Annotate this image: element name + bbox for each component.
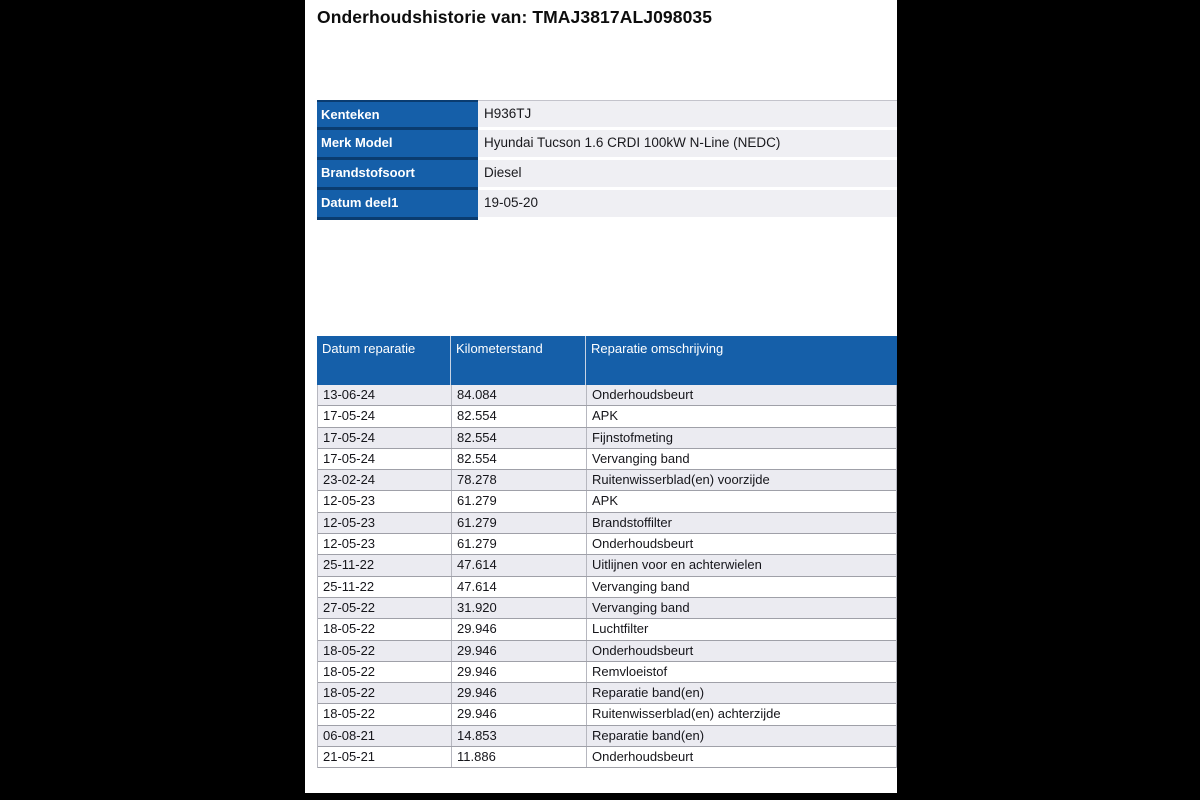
cell-kilometers: 31.920	[451, 598, 586, 618]
cell-kilometers: 84.084	[451, 385, 586, 405]
cell-date: 27-05-22	[323, 599, 376, 615]
table-row	[318, 470, 896, 491]
cell-kilometers: 78.278	[451, 470, 586, 490]
info-label: Merk Model	[317, 130, 478, 160]
cell-date: 13-06-24	[323, 387, 376, 402]
cell-description: Vervanging band	[586, 598, 896, 618]
maintenance-table-header	[317, 336, 897, 385]
document-page	[305, 0, 897, 793]
table-row	[318, 513, 896, 534]
cell-description: Vervanging band	[586, 449, 896, 469]
cell-date: 23-02-24	[323, 472, 376, 488]
table-row	[318, 683, 896, 704]
cell-kilometers: 82.554	[451, 428, 586, 448]
cell-kilometers: 29.946	[451, 641, 586, 661]
cell-date: 06-08-21	[323, 727, 376, 743]
cell-date: 18-05-22	[323, 706, 376, 722]
cell-kilometers: 14.853	[451, 726, 586, 746]
cell-description: Onderhoudsbeurt	[586, 534, 896, 554]
cell-description: Ruitenwisserblad(en) achterzijde	[586, 704, 896, 724]
info-label: Brandstofsoort	[317, 160, 478, 190]
cell-date: 18-05-22	[323, 685, 376, 701]
info-row	[317, 160, 897, 190]
cell-date: 12-05-23	[323, 514, 376, 530]
table-row	[318, 534, 896, 555]
info-label: Datum deel1	[317, 190, 478, 220]
cell-kilometers: 29.946	[451, 704, 586, 724]
table-row	[318, 598, 896, 619]
cell-description: Onderhoudsbeurt	[586, 747, 896, 767]
cell-description: Reparatie band(en)	[586, 726, 896, 746]
cell-kilometers: 29.946	[451, 662, 586, 682]
cell-kilometers: 82.554	[451, 449, 586, 469]
cell-date: 17-05-24	[323, 408, 376, 424]
cell-date: 18-05-22	[323, 621, 376, 637]
cell-description: Remvloeistof	[586, 662, 896, 682]
cell-description: Fijnstofmeting	[586, 428, 896, 448]
cell-date: 21-05-21	[323, 749, 376, 765]
cell-description: Ruitenwisserblad(en) voorzijde	[586, 470, 896, 490]
cell-description: APK	[586, 491, 896, 511]
cell-description: Brandstoffilter	[586, 513, 896, 533]
cell-kilometers: 47.614	[451, 555, 586, 575]
table-row	[318, 406, 896, 427]
cell-kilometers: 82.554	[451, 406, 586, 426]
cell-description: APK	[586, 406, 896, 426]
cell-date: 18-05-22	[323, 663, 376, 679]
cell-description: Luchtfilter	[586, 619, 896, 639]
info-value: H936TJ	[478, 100, 897, 130]
table-row	[318, 662, 896, 683]
info-value: 19-05-20	[478, 190, 897, 220]
cell-date: 25-11-22	[323, 557, 375, 573]
table-row	[318, 726, 896, 747]
cell-description: Reparatie band(en)	[586, 683, 896, 703]
cell-kilometers: 61.279	[451, 513, 586, 533]
table-row	[318, 428, 896, 449]
info-label: Kenteken	[317, 100, 478, 130]
column-header-datum-reparatie: Datum reparatie	[322, 341, 416, 356]
cell-kilometers: 11.886	[451, 747, 586, 767]
cell-kilometers: 61.279	[451, 534, 586, 554]
vehicle-info-table	[317, 100, 897, 220]
table-row	[318, 449, 896, 470]
cell-description: Onderhoudsbeurt	[586, 385, 896, 405]
page-title: Onderhoudshistorie van: TMAJ3817ALJ098035	[317, 7, 713, 27]
table-row	[318, 577, 896, 598]
cell-kilometers: 61.279	[451, 491, 586, 511]
table-row	[318, 555, 896, 576]
table-row	[318, 747, 896, 768]
cell-kilometers: 47.614	[451, 577, 586, 597]
cell-date: 12-05-23	[323, 536, 376, 552]
cell-description: Uitlijnen voor en achterwielen	[586, 555, 896, 575]
cell-description: Vervanging band	[586, 577, 896, 597]
maintenance-table	[317, 336, 897, 768]
cell-date: 12-05-23	[323, 493, 376, 509]
table-row	[318, 704, 896, 725]
info-row	[317, 100, 897, 130]
maintenance-table-body	[317, 385, 897, 768]
table-row	[318, 385, 896, 406]
cell-date: 18-05-22	[323, 642, 376, 658]
cell-kilometers: 29.946	[451, 619, 586, 639]
table-row	[318, 641, 896, 662]
cell-kilometers: 29.946	[451, 683, 586, 703]
cell-date: 25-11-22	[323, 578, 375, 594]
table-row	[318, 619, 896, 640]
info-row	[317, 130, 897, 160]
info-value: Diesel	[478, 160, 897, 190]
cell-date: 17-05-24	[323, 450, 376, 466]
column-header-reparatie-omschrijving: Reparatie omschrijving	[585, 336, 897, 385]
info-row	[317, 190, 897, 220]
cell-description: Onderhoudsbeurt	[586, 641, 896, 661]
table-row	[318, 491, 896, 512]
cell-date: 17-05-24	[323, 429, 376, 445]
info-value: Hyundai Tucson 1.6 CRDI 100kW N-Line (NEDC)	[478, 130, 897, 160]
column-header-kilometerstand: Kilometerstand	[450, 336, 585, 385]
